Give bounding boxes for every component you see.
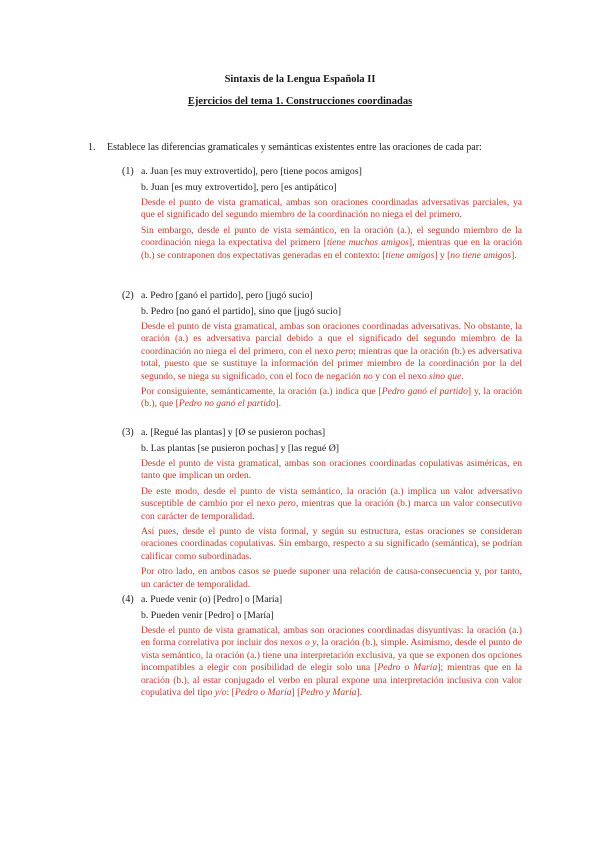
sentence-b: b. Juan [es muy extrovertido], pero [es antipático]: [141, 181, 337, 193]
answer-paragraph: Así pues, desde el punto de vista formal, y según su estructura, estas oraciones se consideran oraciones coordinadas copulativas. Sin embargo, respecto a su significado (semántica), se podrían calificar como subordinadas.: [141, 526, 522, 562]
answer-paragraph: Desde el punto de vista gramatical, ambas son oraciones coordinadas adversativas parciales, ya que el significado del segundo miembro de la coordinación no niega el del primero.: [141, 197, 522, 221]
item-label: (3): [122, 427, 134, 438]
answer-paragraph: De este modo, desde el punto de vista semántico, la oración (a.) implica un valor adversativo susceptible de cambio por el nexo pero, mientras que la oración (b.) marca un valor consecutivo con carácter de temporalidad.: [141, 485, 522, 522]
item-label: (2): [122, 290, 134, 301]
document-subtitle: Ejercicios del tema 1. Construcciones coordinadas: [187, 96, 413, 107]
sentence-a: a. Juan [es muy extrovertido], pero [tiene pocos amigos]: [141, 166, 362, 177]
item-label: (4): [122, 594, 134, 605]
answer-paragraph: Por consiguiente, semánticamente, la oración (a.) indica que [Pedro ganó el partido] y, la oración (b.), que [Pedro no ganó el partido].: [141, 386, 522, 410]
answer-paragraph: Sin embargo, desde el punto de vista semántico, en la oración (a.), el segundo miembro de la coordinación niega la expectativa del primero [tiene muchos amigos], mientras que en la oración (b.) se contraponen dos expectativas generadas en el contexto: [tiene amigos] y [no tiene amigos].: [141, 224, 522, 261]
document-title: Sintaxis de la Lengua Española II: [224, 74, 376, 85]
answer-paragraph: Desde el punto de vista gramatical, ambas son oraciones coordinadas adversativas. No obstante, la oración (a.) es adversativa parcial debido a que el significado del segundo miembro de la coordinación no niega el del primero, con el nexo pero; mientras que la oración (b.) es adversativa total, puesto que se sustituye la información del primer miembro de la coordinación por la del segundo, se niega su significado, con el foco de negación no y con el nexo sino que.: [141, 321, 523, 382]
question-text: Establece las diferencias gramaticales y semánticas existentes entre las oraciones de cada par:: [107, 142, 482, 153]
sentence-a: a. [Regué las plantas] y [Ø se pusieron pochas]: [141, 427, 326, 438]
question-number: 1.: [88, 142, 96, 153]
sentence-a: a. Puede venir (o) [Pedro] o [María]: [141, 594, 283, 605]
sentence-a: a. Pedro [ganó el partido], pero [jugó sucio]: [141, 290, 313, 301]
sentence-b: b. Las plantas [se pusieron pochas] y [las regué Ø]: [141, 442, 340, 454]
answer-paragraph: Desde el punto de vista gramatical, ambas son oraciones coordinadas disyuntivas: la oración (a.) en forma correlativa por incluir dos nexos o y, la oración (b.), simple. Asimismo, desde el punto de vista semántico, la oración (a.) tiene una interpretación exclusiva, ya que se exponen dos opciones incompatibles a elegir con posibilidad de elegir solo una [Pedro o María]; mientras que en la oración (b.), al estar conjugado el verbo en plural expone una interpretación inclusiva con valor copulativa del tipo y/o: [Pedro o María] [Pedro y María].: [141, 625, 523, 699]
sentence-b: b. Pedro [no ganó el partido], sino que [jugó sucio]: [141, 305, 341, 317]
answer-paragraph: Desde el punto de vista gramatical, ambas son oraciones coordinadas copulativas asiméricas, en tanto que implican un orden.: [141, 458, 522, 482]
answer-paragraph: Por otro lado, en ambos casos se puede suponer una relación de causa-consecuencia y, por tanto, un carácter de temporalidad.: [141, 566, 522, 590]
item-label: (1): [122, 166, 134, 177]
sentence-b: b. Pueden venir [Pedro] o [María]: [141, 609, 274, 621]
